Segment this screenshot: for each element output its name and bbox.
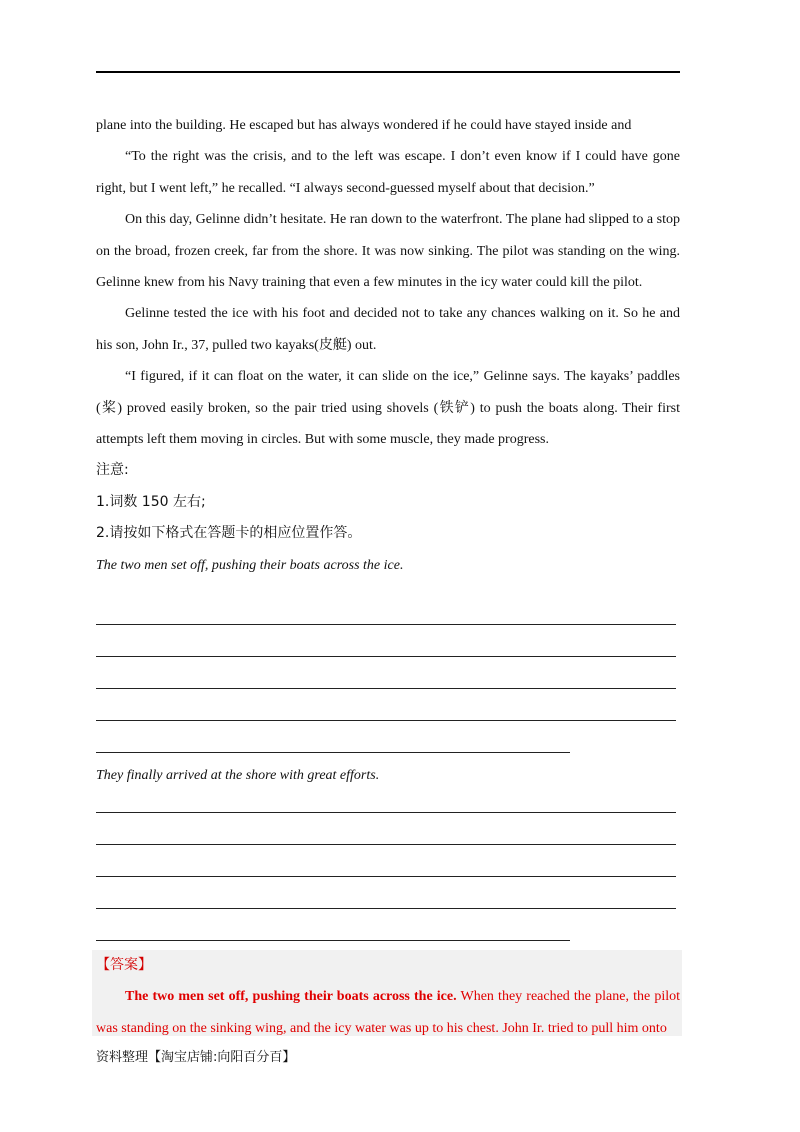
writing-line[interactable] bbox=[96, 812, 676, 813]
writing-line[interactable] bbox=[96, 720, 676, 721]
paragraph-4: Gelinne tested the ice with his foot and decided not to take any chances walking on it. So he and his son, John Ir., 37, pulled two kayaks(皮艇) out. bbox=[96, 306, 680, 353]
note-item-1: 1.词数 150 左右; bbox=[96, 493, 206, 510]
prompt-first: The two men set off, pushing their boats across the ice. bbox=[96, 557, 404, 573]
header-rule bbox=[96, 71, 680, 73]
prompt-second: They finally arrived at the shore with great efforts. bbox=[96, 768, 380, 783]
notes-heading: 注意: bbox=[96, 462, 129, 479]
answer-section bbox=[92, 950, 682, 1036]
answer-lead-sentence: The two men set off, pushing their boats across the ice. bbox=[125, 989, 457, 1004]
answer-body: When they reached the plane, the pilot was standing on the sinking wing, and the icy water was up to his chest. John Ir. tried to pull him onto bbox=[96, 989, 680, 1036]
writing-line[interactable] bbox=[96, 688, 676, 689]
footer-source: 资料整理【淘宝店铺:向阳百分百】 bbox=[96, 1050, 296, 1065]
paragraph-2: “To the right was the crisis, and to the left was escape. I don’t even know if I could have gone right, but I went left,” he recalled. “I always second-guessed myself about that decision.” bbox=[96, 149, 680, 196]
writing-line[interactable] bbox=[96, 752, 570, 753]
paragraph-3: On this day, Gelinne didn’t hesitate. He ran down to the waterfront. The plane had slipped to a stop on the broad, frozen creek, far from the shore. It was now sinking. The pilot was standing on the wing. Gelinne knew from his Navy training that even a few minutes in the icy water could kill the pilot. bbox=[96, 212, 680, 291]
answer-text bbox=[96, 981, 680, 1044]
note-item-2: 2.请按如下格式在答题卡的相应位置作答。 bbox=[96, 525, 362, 542]
passage bbox=[96, 110, 680, 581]
paragraph-5: “I figured, if it can float on the water, it can slide on the ice,” Gelinne says. The kayaks’ paddles (桨) proved easily broken, so the pair tried using shovels (铁铲) to push the boats along. Their first attempts left them moving in circles. But with some muscle, they made progress. bbox=[96, 369, 680, 448]
writing-line[interactable] bbox=[96, 844, 676, 845]
answer-heading: 【答案】 bbox=[96, 957, 152, 973]
writing-line[interactable] bbox=[96, 656, 676, 657]
writing-line[interactable] bbox=[96, 876, 676, 877]
writing-line[interactable] bbox=[96, 624, 676, 625]
writing-line[interactable] bbox=[96, 908, 676, 909]
paragraph-1: plane into the building. He escaped but has always wondered if he could have stayed inside and bbox=[96, 118, 632, 133]
writing-line[interactable] bbox=[96, 940, 570, 941]
